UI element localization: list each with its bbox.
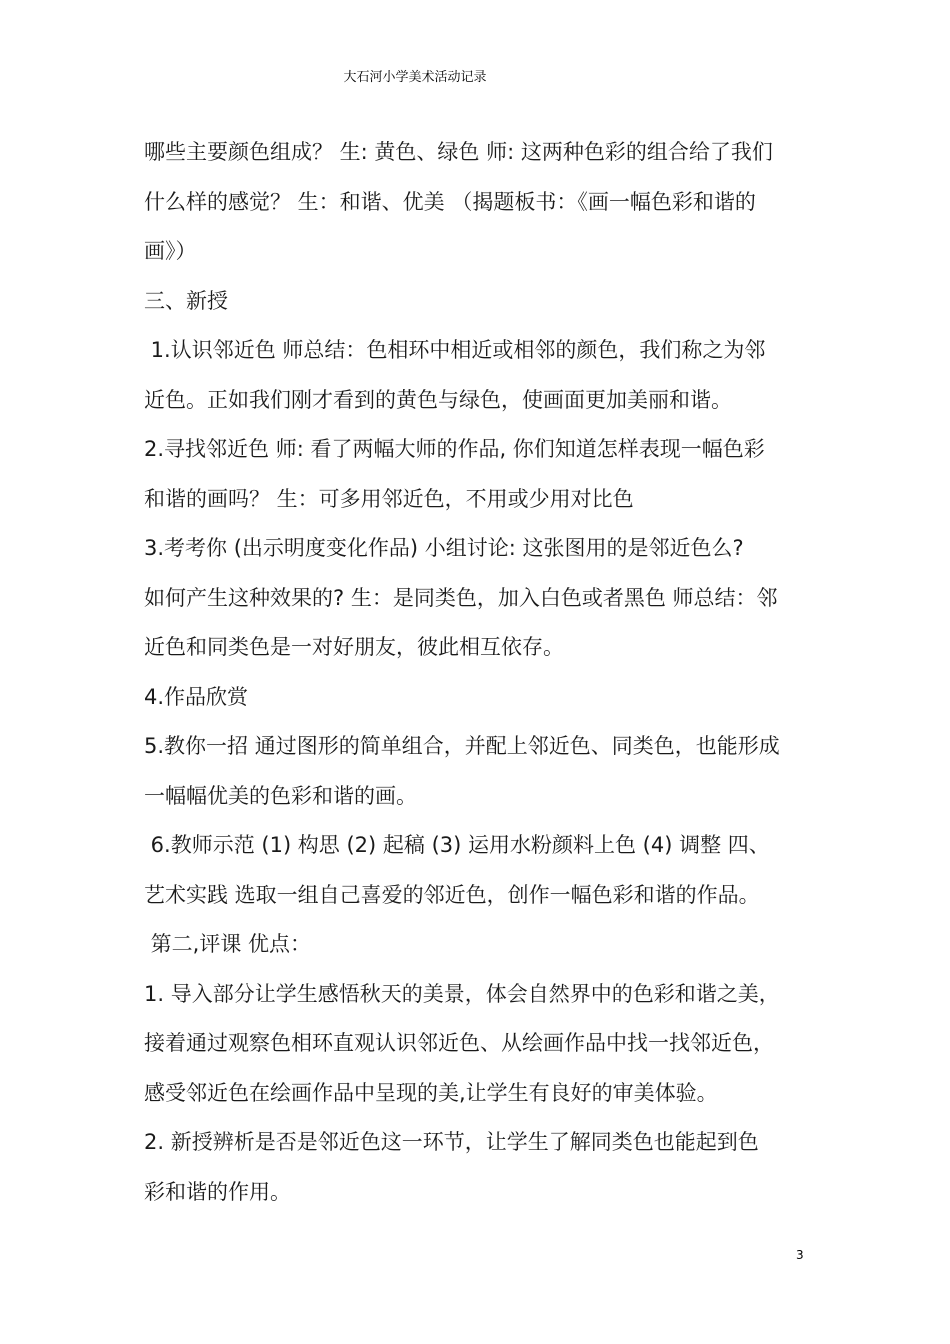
text-line: 近色和同类色是一对好朋友，彼此相互依存。: [144, 635, 564, 659]
text-line: 4.作品欣赏: [144, 684, 249, 709]
page-number: 3: [796, 1248, 804, 1262]
text-line: 画》）: [144, 239, 197, 263]
text-line: 2.寻找邻近色 师: 看了两幅大师的作品, 你们知道怎样表现一幅色彩: [144, 437, 765, 461]
section-heading: 三、新授: [144, 288, 228, 313]
text-line: 艺术实践 选取一组自己喜爱的邻近色，创作一幅色彩和谐的作品。: [144, 882, 760, 907]
text-line: 5.教你一招 通过图形的简单组合，并配上邻近色、同类色，也能形成: [144, 734, 780, 758]
text-line: 接着通过观察色相环直观认识邻近色、从绘画作品中找一找邻近色，: [144, 1031, 774, 1055]
text-line: 一幅幅优美的色彩和谐的画。: [144, 783, 417, 808]
text-line: 什么样的感觉？ 生：和谐、优美 （揭题板书：《画一幅色彩和谐的: [144, 189, 756, 214]
document-body: [144, 128, 824, 1217]
text-line: 彩和谐的作用。: [144, 1179, 291, 1204]
text-line: 第二,评课 优点：: [144, 932, 312, 956]
text-line: 1.认识邻近色 师总结：色相环中相近或相邻的颜色，我们称之为邻: [144, 338, 766, 362]
text-line: 6.教师示范 (1) 构思 (2) 起稿 (3) 运用水粉颜料上色 (4) 调整 四、: [144, 833, 770, 857]
text-line: 3.考考你 (出示明度变化作品) 小组讨论: 这张图用的是邻近色么?: [144, 536, 744, 560]
text-line: 近色。正如我们刚才看到的黄色与绿色，使画面更加美丽和谐。: [144, 387, 732, 412]
text-line: 如何产生这种效果的? 生：是同类色，加入白色或者黑色 师总结：邻: [144, 585, 778, 610]
text-line: 和谐的画吗？ 生：可多用邻近色，不用或少用对比色: [144, 486, 634, 511]
text-line: 1. 导入部分让学生感悟秋天的美景，体会自然界中的色彩和谐之美，: [144, 981, 780, 1006]
text-line: 哪些主要颜色组成？ 生: 黄色、绿色 师: 这两种色彩的组合给了我们: [144, 140, 773, 164]
text-line: 2. 新授辨析是否是邻近色这一环节，让学生了解同类色也能起到色: [144, 1130, 759, 1154]
page-header: 大石河小学美术活动记录: [343, 70, 487, 85]
text-line: 感受邻近色在绘画作品中呈现的美,让学生有良好的审美体验。: [144, 1080, 718, 1105]
